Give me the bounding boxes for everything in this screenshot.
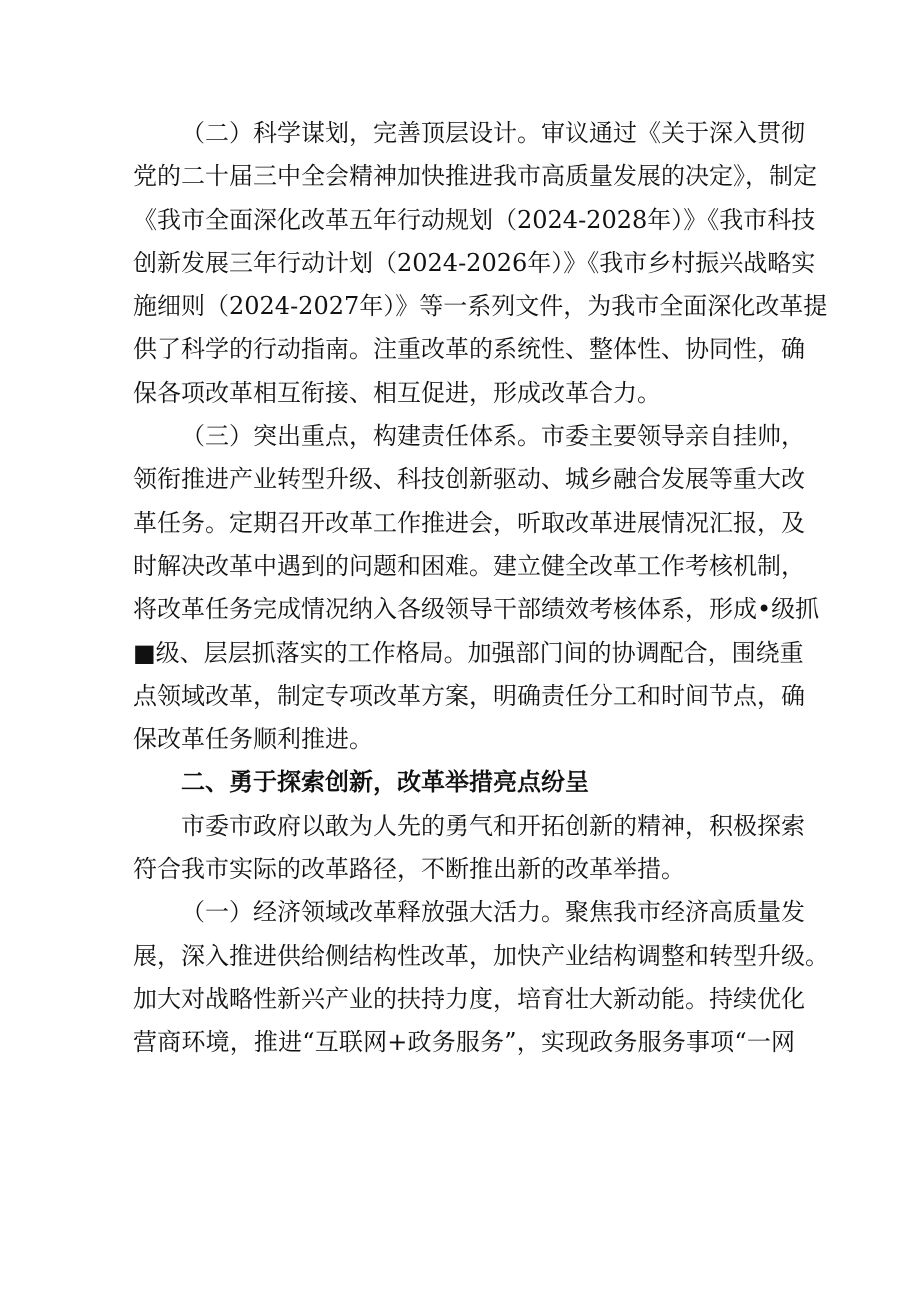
paragraph-section-2-3: [133, 415, 820, 761]
paragraph-section-2-2: [133, 112, 828, 415]
text-line: 创新发展三年行动计划（2024-2026年）》《我市乡村振兴战略实: [133, 248, 816, 277]
paragraph-section-3-1: [133, 891, 829, 1064]
text-line: 革任务。定期召开改革工作推进会，听取改革进展情况汇报，及: [133, 508, 805, 537]
document-body: [133, 112, 829, 1065]
text-line: 将改革任务完成情况纳入各级领导干部绩效考核体系，形成•级抓: [133, 595, 820, 624]
text-line: 展，深入推进供给侧结构性改革，加快产业结构调整和转型升级。: [133, 941, 829, 970]
text-line: 符合我市实际的改革路径，不断推出新的改革举措。: [133, 855, 685, 884]
paragraph-section-intro: [133, 805, 805, 892]
text-line: 领衔推进产业转型升级、科技创新驱动、城乡融合发展等重大改: [133, 465, 805, 494]
text-line: 营商环境，推进“互联网+政务服务”，实现政务服务事项“一网: [133, 1028, 795, 1057]
text-line: 保改革任务顺利推进。: [133, 725, 373, 754]
text-line: 施细则（2024-2027年）》等一系列文件，为我市全面深化改革提: [133, 292, 828, 321]
text-line: 保各项改革相互衔接、相互促进，形成改革合力。: [133, 378, 661, 407]
text-line: 点领域改革，制定专项改革方案，明确责任分工和时间节点，确: [133, 681, 805, 710]
text-line: （三）突出重点，构建责任体系。市委主要领导亲自挂帅，: [181, 422, 805, 451]
text-line: ■级、层层抓落实的工作格局。加强部门间的协调配合，围绕重: [133, 638, 804, 667]
text-line: 供了科学的行动指南。注重改革的系统性、整体性、协同性，确: [133, 335, 805, 364]
text-line: 加大对战略性新兴产业的扶持力度，培育壮大新动能。持续优化: [133, 984, 805, 1013]
text-line: （一）经济领域改革释放强大活力。聚焦我市经济高质量发: [181, 898, 805, 927]
text-line: （二）科学谋划，完善顶层设计。审议通过《关于深入贯彻: [181, 119, 805, 147]
section-heading: 二、勇于探索创新，改革举措亮点纷呈: [181, 768, 589, 797]
text-line: 《我市全面深化改革五年行动规划（2024-2028年）》《我市科技: [133, 205, 816, 234]
text-line: 时解决改革中遇到的问题和困难。建立健全改革工作考核机制，: [133, 551, 805, 580]
text-line: 市委市政府以敢为人先的勇气和开拓创新的精神，积极探索: [181, 811, 805, 840]
text-line: 党的二十届三中全会精神加快推进我市高质量发展的决定》，制定: [133, 162, 817, 191]
